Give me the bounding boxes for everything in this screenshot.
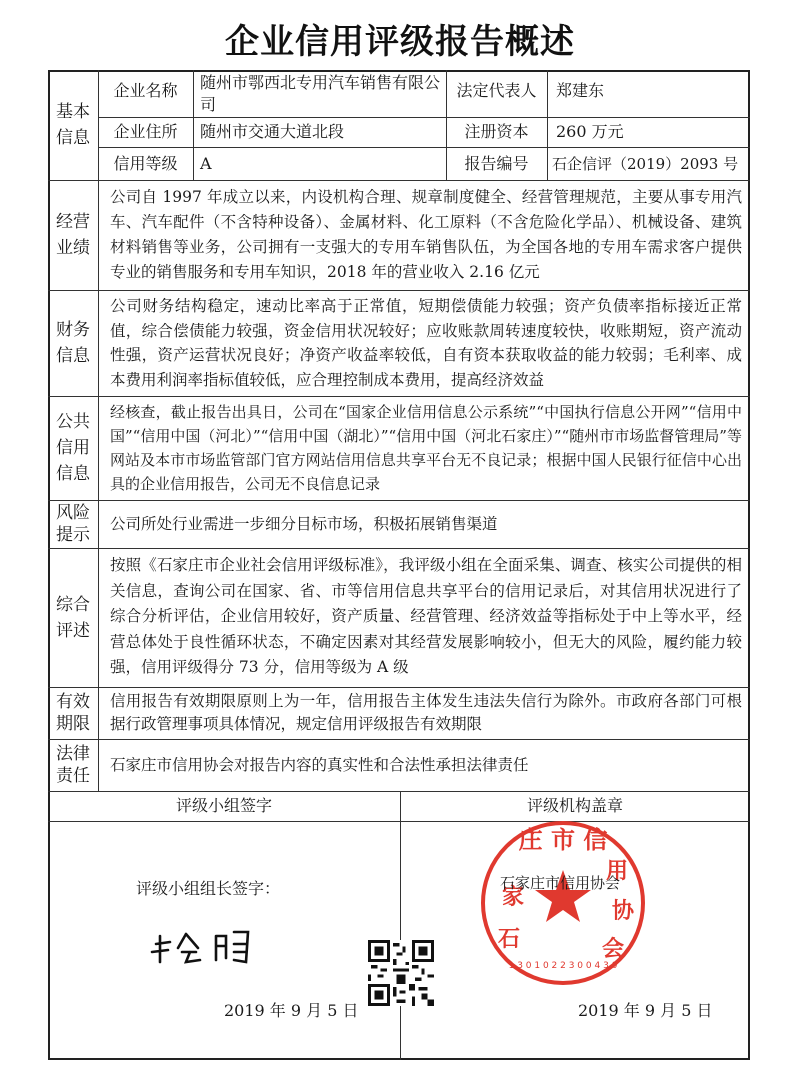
company-name: 随州市鄂西北专用汽车销售有限公司 [200,73,441,114]
team-sign-header: 评级小组签字 [175,796,272,815]
address-label: 企业住所 [113,122,178,141]
overall-text: 按照《石家庄市企业社会信用评级标准》，我评级小组在全面采集、调查、核实公司提供的相关信息，查询公司在国家、省、市等信用信息共享平台的信用记录后，对其信用状况进行了综合分析评估，企业信用较好，资产质量、经营管理、经济效益等指标处于中上等水平，经营总体处于良性循环状态，不确定因素对其经营发展影响较小，但无大的风险，履约能力较强，信用评级得分 73 分，信用等级为 A 级 [110,556,742,676]
org-name: 石家庄市信用协会 [499,874,620,892]
divider [48,548,750,549]
legal-rep: 郑建东 [556,81,605,100]
sign-date-left: 2019 年 9 月 5 日 [224,1001,359,1020]
legal-label: 法律责任 [56,744,90,786]
legal-text: 石家庄市信用协会对报告内容的真实性和合法性承担法律责任 [110,756,529,774]
company-name-label: 企业名称 [113,81,178,100]
basic-info-label: 基本信息 [56,102,90,148]
address: 随州市交通大道北段 [200,122,345,141]
leader-sign-label: 评级小组组长签字： [136,879,281,898]
divider [547,70,548,180]
page-title: 企业信用评级报告概述 [225,22,575,62]
credit-grade: A [200,154,212,173]
svg-text:1 3 0 1 0 2 2 3 0 0 4 3 0: 1 3 0 1 0 2 2 3 0 0 4 3 0 [508,961,618,971]
svg-text:家: 家 [502,885,525,910]
public-credit-text: 经核查，截止报告出具日，公司在“国家企业信用信息公示系统”“中国执行信息公开网”“信用中国”“信用中国（河北）”“信用中国（湖北）”“信用中国（河北石家庄）”“随州市市场监督管理局”等网站及本市市场监管部门官方网站信用信息共享平台无不良记录；根据中国人民银行征信中心出具的企业信用报告，公司无不良信息记录 [110,403,742,493]
risk-text: 公司所处行业需进一步细分目标市场，积极拓展销售渠道 [110,515,498,533]
signature [146,922,276,966]
grade-label: 信用等级 [113,154,178,173]
validity-label: 有效期限 [56,692,90,734]
validity-text: 信用报告有效期限原则上为一年，信用报告主体发生违法失信行为除外。市政府各部门可根据行政管理事项具体情况，规定信用评级报告有效期限 [110,692,742,733]
divider [193,70,194,180]
divider [98,70,99,791]
divider [48,687,750,688]
divider [400,791,401,1060]
divider [48,180,750,181]
divider [48,739,750,740]
divider [48,290,750,291]
overall-label: 综合评述 [56,594,90,641]
svg-text:石: 石 [498,927,521,952]
divider [98,117,750,118]
svg-text:协: 协 [612,899,635,924]
divider [98,147,750,148]
operations-label: 经营业绩 [56,212,90,258]
risk-label: 风险提示 [56,503,90,545]
legal-rep-label: 法定代表人 [456,81,537,100]
official-seal [478,818,648,988]
divider [48,396,750,397]
org-stamp-header: 评级机构盖章 [526,796,623,815]
operations-text: 公司自 1997 年成立以来，内设机构合理、规章制度健全、经营管理规范，主要从事专用汽车、汽车配件（不含特种设备）、金属材料、化工原料（不含危险化学品）、机械设备、建筑材料销售等业务，公司拥有一支强大的专用车销售队伍，为全国各地的专用车需求客户提供专业的销售服务和专用车知识，2018 年的营业收入 2.16 亿元 [110,188,742,281]
report-number: 石企信评（2019）2093 号 [552,155,739,173]
svg-text:用: 用 [606,859,629,884]
report-no-label: 报告编号 [464,154,529,173]
divider [48,500,750,501]
svg-text:庄 市 信: 庄 市 信 [518,826,608,854]
divider [48,791,750,792]
registered-capital: 260 万元 [556,122,624,141]
sign-date-right: 2019 年 9 月 5 日 [578,1001,713,1020]
svg-text:会: 会 [602,937,625,962]
public-credit-label: 公共信用信息 [56,412,90,484]
capital-label: 注册资本 [464,122,529,141]
qr-code-icon [368,940,434,1006]
finance-label: 财务信息 [56,320,90,366]
finance-text: 公司财务结构稳定，速动比率高于正常值，短期偿债能力较强；资产负债率指标接近正常值，综合偿债能力较强，资金信用状况较好；应收账款周转速度较快，收账期短，资产流动性强，资产运营状况良好；净资产收益率较低，自有资本获取收益的能力较弱；毛利率、成本费用利润率指标值较低，应合理控制成本费用，提高经济效益 [110,297,742,389]
